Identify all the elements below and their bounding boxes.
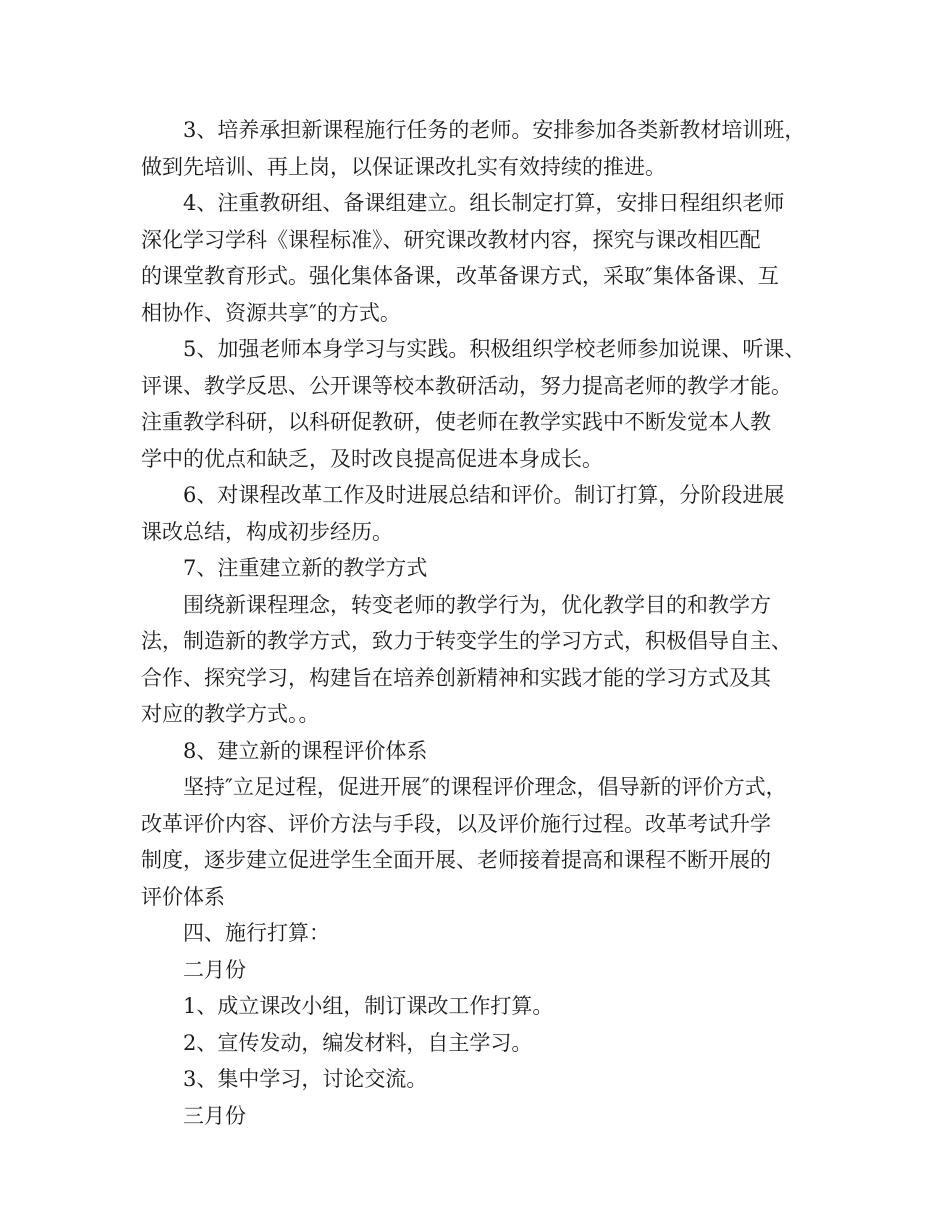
text-line: 评课、教学反思、公开课等校本教研活动，努力提高老师的教学才能。: [141, 373, 792, 398]
list-item: 2、宣传发动，编发材料，自主学习。: [183, 1030, 533, 1055]
text-line: 的课堂教育形式。强化集体备课，改革备课方式，采取″集体备课、互: [141, 264, 779, 288]
text-line: 评价体系: [141, 884, 225, 909]
text-line: 改革评价内容、评价方法与手段，以及评价施行过程。改革考试升学: [141, 811, 771, 836]
month-heading: 二月份: [183, 957, 246, 982]
text-line: 法，制造新的教学方式，致力于转变学生的学习方式，积极倡导自主、: [141, 629, 792, 653]
text-line: 围绕新课程理念，转变老师的教学行为，优化教学目的和教学方: [183, 592, 771, 617]
text-line: 坚持″立足过程，促进开展″的课程评价理念，倡导新的评价方式，: [183, 775, 787, 799]
text-line: 学中的优点和缺乏，及时改良提高促进本身成长。: [141, 446, 603, 471]
text-line: 3、培养承担新课程施行任务的老师。安排参加各类新教材培训班，: [183, 118, 806, 142]
text-line: 6、对课程改革工作及时进展总结和评价。制订打算，分阶段进展: [183, 483, 785, 507]
text-line: 5、加强老师本身学习与实践。积极组织学校老师参加说课、听课、: [183, 337, 806, 361]
text-line: 注重教学科研，以科研促教研，使老师在教学实践中不断发觉本人教: [141, 410, 771, 434]
text-line: 做到先培训、再上岗，以保证课改扎实有效持续的推进。: [141, 154, 666, 179]
text-line: 课改总结，构成初步经历。: [141, 519, 393, 544]
list-item: 1、成立课改小组，制订课改工作打算。: [183, 994, 554, 1018]
section-heading: 7、注重建立新的教学方式: [183, 556, 428, 580]
text-line: 合作、探究学习，构建旨在培养创新精神和实践才能的学习方式及其: [141, 665, 771, 690]
text-line: 制度，逐步建立促进学生全面开展、老师接着提高和课程不断开展的: [141, 848, 771, 872]
month-heading: 三月份: [183, 1103, 246, 1128]
document-body: [141, 112, 821, 1134]
text-line: 相协作、资源共享″的方式。: [141, 300, 401, 325]
text-line: 4、注重教研组、备课组建立。组长制定打算，安排日程组织老师: [183, 191, 785, 215]
list-item: 3、集中学习，讨论交流。: [183, 1067, 428, 1091]
section-heading: 四、施行打算：: [183, 921, 330, 945]
section-heading: 8、建立新的课程评价体系: [183, 738, 428, 763]
text-line: 对应的教学方式。。: [141, 702, 320, 726]
text-line: 深化学习学科《课程标准》、研究课改教材内容，探究与课改相匹配: [141, 227, 761, 252]
